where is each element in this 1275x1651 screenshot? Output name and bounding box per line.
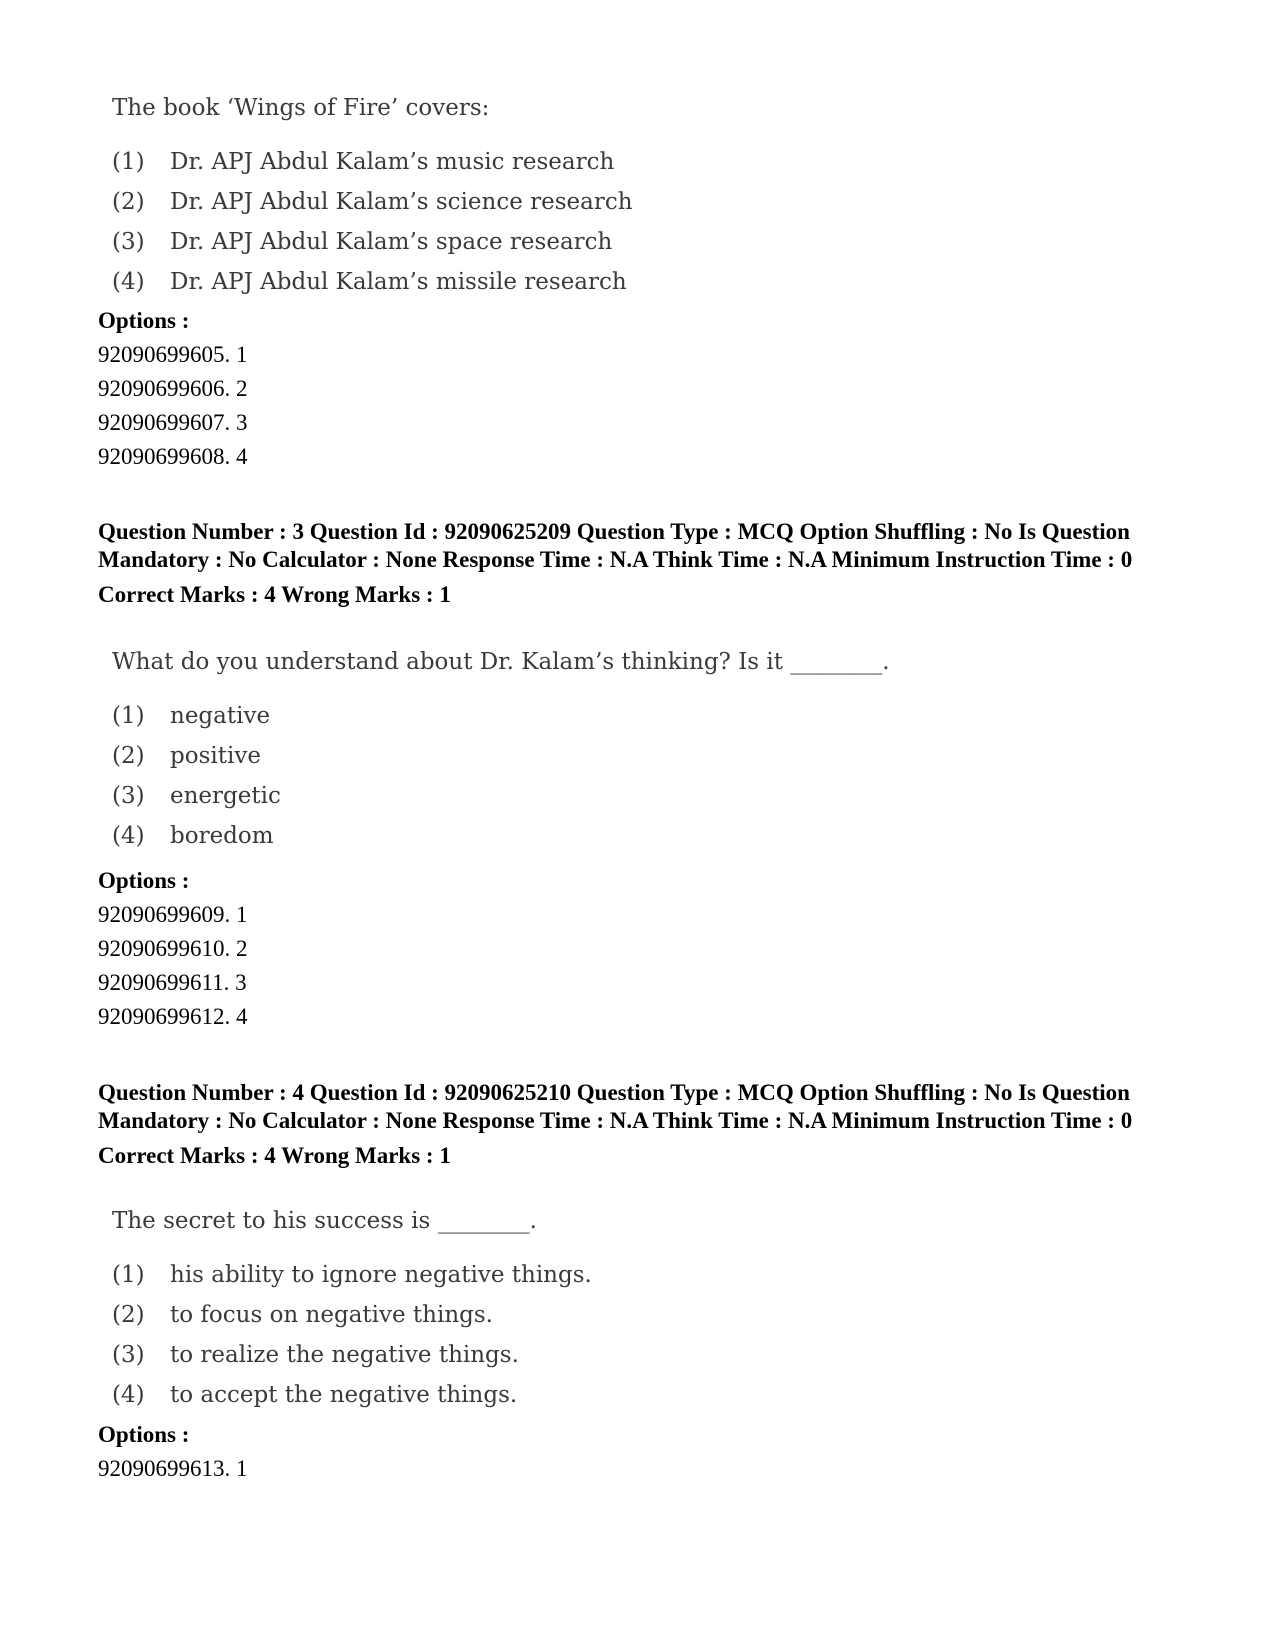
choice-text: Dr. APJ Abdul Kalam’s space research <box>170 229 613 255</box>
options-heading: Options : <box>98 868 190 893</box>
option-item: 92090699609. 1 <box>98 902 248 927</box>
option-item: 92090699611. 3 <box>98 970 247 995</box>
choice-number: (3) <box>112 229 145 255</box>
choice-number: (2) <box>112 1302 145 1328</box>
choice-text: to realize the negative things. <box>170 1342 519 1368</box>
options-heading: Options : <box>98 1422 190 1447</box>
choice-text: to focus on negative things. <box>170 1302 493 1328</box>
choice-text: boredom <box>170 823 274 849</box>
question-3-image <box>112 646 890 856</box>
question-4-marks: Correct Marks : 4 Wrong Marks : 1 <box>98 1143 451 1168</box>
question-3-choice-4 <box>112 816 890 856</box>
option-item: 92090699608. 4 <box>98 444 248 469</box>
question-3-choice-2 <box>112 736 890 776</box>
option-item: 92090699612. 4 <box>98 1004 248 1029</box>
question-2-choice-2 <box>112 182 633 222</box>
choice-text: to accept the negative things. <box>170 1382 518 1408</box>
question-4-meta <box>98 1079 1198 1171</box>
question-2-image <box>112 92 633 302</box>
question-4-choice-4 <box>112 1375 592 1415</box>
question-4-stem: The secret to his success is ________. <box>112 1208 537 1234</box>
option-item: 92090699606. 2 <box>98 376 248 401</box>
choice-number: (3) <box>112 1342 145 1368</box>
question-2-choice-4 <box>112 262 633 302</box>
question-2-choice-1 <box>112 142 633 182</box>
option-item: 92090699610. 2 <box>98 936 248 961</box>
choice-number: (4) <box>112 269 145 295</box>
question-4-image <box>112 1205 592 1415</box>
choice-number: (4) <box>112 823 145 849</box>
question-2-stem: The book ‘Wings of Fire’ covers: <box>112 95 490 121</box>
question-3-header: Question Number : 3 Question Id : 92090625209 Question Type : MCQ Option Shuffling : No Is Question Mandatory : No Calculator : None Response Time : N.A Think Time : N.A Minimum Instruction Time : 0 <box>98 519 1133 572</box>
question-3-meta <box>98 518 1198 610</box>
question-4-choice-3 <box>112 1335 592 1375</box>
question-4-choice-2 <box>112 1295 592 1335</box>
question-4-choice-1 <box>112 1255 592 1295</box>
question-3-stem: What do you understand about Dr. Kalam’s thinking? Is it ________. <box>112 649 890 675</box>
question-3-choice-3 <box>112 776 890 816</box>
choice-number: (4) <box>112 1382 145 1408</box>
question-4-options <box>98 1418 248 1486</box>
choice-text: positive <box>170 743 261 769</box>
question-3-choice-1 <box>112 696 890 736</box>
choice-number: (3) <box>112 783 145 809</box>
choice-text: Dr. APJ Abdul Kalam’s music research <box>170 149 615 175</box>
choice-text: his ability to ignore negative things. <box>170 1262 592 1288</box>
choice-text: Dr. APJ Abdul Kalam’s science research <box>170 189 633 215</box>
choice-text: Dr. APJ Abdul Kalam’s missile research <box>170 269 627 295</box>
choice-number: (1) <box>112 1262 145 1288</box>
choice-number: (2) <box>112 743 145 769</box>
question-3-options <box>98 864 248 1034</box>
question-2-choice-3 <box>112 222 633 262</box>
question-2-options <box>98 304 248 474</box>
option-item: 92090699605. 1 <box>98 342 248 367</box>
option-item: 92090699613. 1 <box>98 1456 248 1481</box>
choice-number: (1) <box>112 703 145 729</box>
choice-number: (1) <box>112 149 145 175</box>
options-heading: Options : <box>98 308 190 333</box>
choice-text: energetic <box>170 783 281 809</box>
question-4-header: Question Number : 4 Question Id : 92090625210 Question Type : MCQ Option Shuffling : No Is Question Mandatory : No Calculator : None Response Time : N.A Think Time : N.A Minimum Instruction Time : 0 <box>98 1080 1133 1133</box>
choice-number: (2) <box>112 189 145 215</box>
option-item: 92090699607. 3 <box>98 410 248 435</box>
question-3-marks: Correct Marks : 4 Wrong Marks : 1 <box>98 582 451 607</box>
choice-text: negative <box>170 703 271 729</box>
